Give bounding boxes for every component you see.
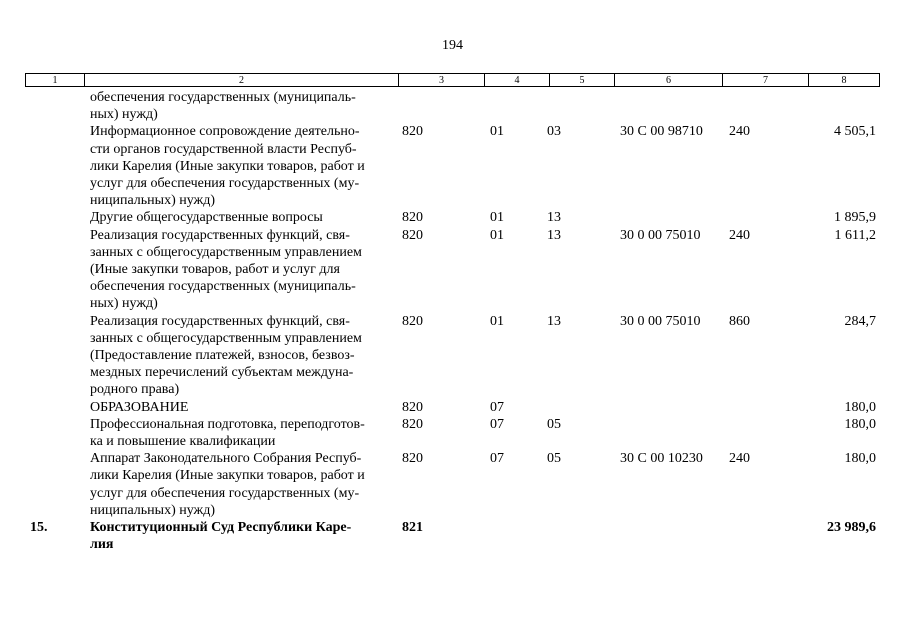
row-name-line: ниципальных) нужд) [90,502,215,518]
row-name [90,399,388,416]
table-row [25,519,879,553]
amount: 23 989,6 [827,520,876,536]
amount: 4 505,1 [834,124,876,140]
ministry-code: 820 [402,451,423,467]
row-name-line: ниципальных) нужд) [90,193,215,209]
column-header-7: 7 [723,74,809,87]
ministry-code: 821 [402,520,423,536]
row-name-line: Другие общегосударственные вопросы [90,210,323,226]
target-article-code: 30 С 00 10230 [620,451,703,467]
subsection-code: 13 [547,313,561,329]
row-name-line: обеспечения государственных (муниципаль- [90,279,356,295]
column-header-5: 5 [550,74,615,87]
table-row [25,416,879,450]
column-header-1: 1 [26,74,85,87]
column-header-8: 8 [809,74,880,87]
row-name-line: Профессиональная подготовка, переподготов- [90,416,365,432]
amount: 180,0 [844,399,876,415]
ministry-code: 820 [402,399,423,415]
row-name-line: лики Карелия (Иные закупки товаров, работ и [90,158,365,174]
expense-type-code: 860 [729,313,750,329]
row-name-line: услуг для обеспечения государственных (му- [90,485,360,501]
section-code: 01 [490,227,504,243]
row-name-line: занных с общегосударственным управлением [90,244,362,260]
column-header-4: 4 [485,74,550,87]
row-name-line: Конституционный Суд Республики Каре- [90,520,352,536]
row-name-line: лики Карелия (Иные закупки товаров, работ и [90,468,365,484]
section-code: 07 [490,451,504,467]
page-number: 194 [442,38,463,53]
row-name-line: сти органов государственной власти Респуб- [90,141,357,157]
row-name-line: Реализация государственных функций, свя- [90,227,350,243]
budget-table-body [25,89,879,553]
row-name [90,313,388,399]
subsection-code: 13 [547,210,561,226]
table-row [25,123,879,209]
column-header-row [26,74,880,87]
table-row [25,399,879,416]
row-name [90,227,388,313]
row-name [90,416,388,450]
row-name [90,450,388,519]
row-name-line: занных с общегосударственным управлением [90,330,362,346]
ministry-code: 820 [402,227,423,243]
column-header-2: 2 [85,74,399,87]
amount: 180,0 [844,451,876,467]
expense-type-code: 240 [729,227,750,243]
row-name-line: (Предоставление платежей, взносов, безвоз- [90,348,355,364]
row-name-line: ных) нужд) [90,107,158,123]
ministry-code: 820 [402,416,423,432]
row-name-line: ных) нужд) [90,296,158,312]
column-header-3: 3 [399,74,485,87]
row-name-line: лия [90,537,114,553]
row-name-line: Реализация государственных функций, свя- [90,313,350,329]
row-name-line: услуг для обеспечения государственных (му- [90,176,360,192]
ministry-code: 820 [402,124,423,140]
row-name-line: мездных перечислений субъектам междуна- [90,365,354,381]
ministry-code: 820 [402,210,423,226]
amount: 1 611,2 [834,227,876,243]
subsection-code: 05 [547,451,561,467]
section-code: 07 [490,416,504,432]
row-name-line: (Иные закупки товаров, работ и услуг для [90,262,340,278]
column-header-table [25,73,880,87]
subsection-code: 13 [547,227,561,243]
expense-type-code: 240 [729,124,750,140]
target-article-code: 30 С 00 98710 [620,124,703,140]
row-name-line: обеспечения государственных (муниципаль- [90,90,356,105]
row-name-line: родного права) [90,382,180,398]
row-name [90,209,388,226]
column-header-6: 6 [615,74,723,87]
section-code: 07 [490,399,504,415]
row-name-line: Информационное сопровождение деятельно- [90,124,360,140]
table-row [25,209,879,226]
ministry-code: 820 [402,313,423,329]
table-row [25,313,879,399]
row-name [90,89,388,123]
section-code: 01 [490,210,504,226]
amount: 180,0 [844,416,876,432]
subsection-code: 05 [547,416,561,432]
table-row [25,450,879,519]
section-code: 01 [490,313,504,329]
section-code: 01 [490,124,504,140]
table-row [25,89,879,123]
row-name-line: ка и повышение квалификации [90,434,276,450]
target-article-code: 30 0 00 75010 [620,313,701,329]
row-name-line: ОБРАЗОВАНИЕ [90,399,189,415]
row-number: 15. [30,520,48,536]
row-name-line: Аппарат Законодательного Собрания Респуб- [90,451,362,467]
row-name [90,123,388,209]
expense-type-code: 240 [729,451,750,467]
subsection-code: 03 [547,124,561,140]
amount: 284,7 [844,313,876,329]
row-name [90,519,388,553]
table-row [25,227,879,313]
amount: 1 895,9 [834,210,876,226]
target-article-code: 30 0 00 75010 [620,227,701,243]
